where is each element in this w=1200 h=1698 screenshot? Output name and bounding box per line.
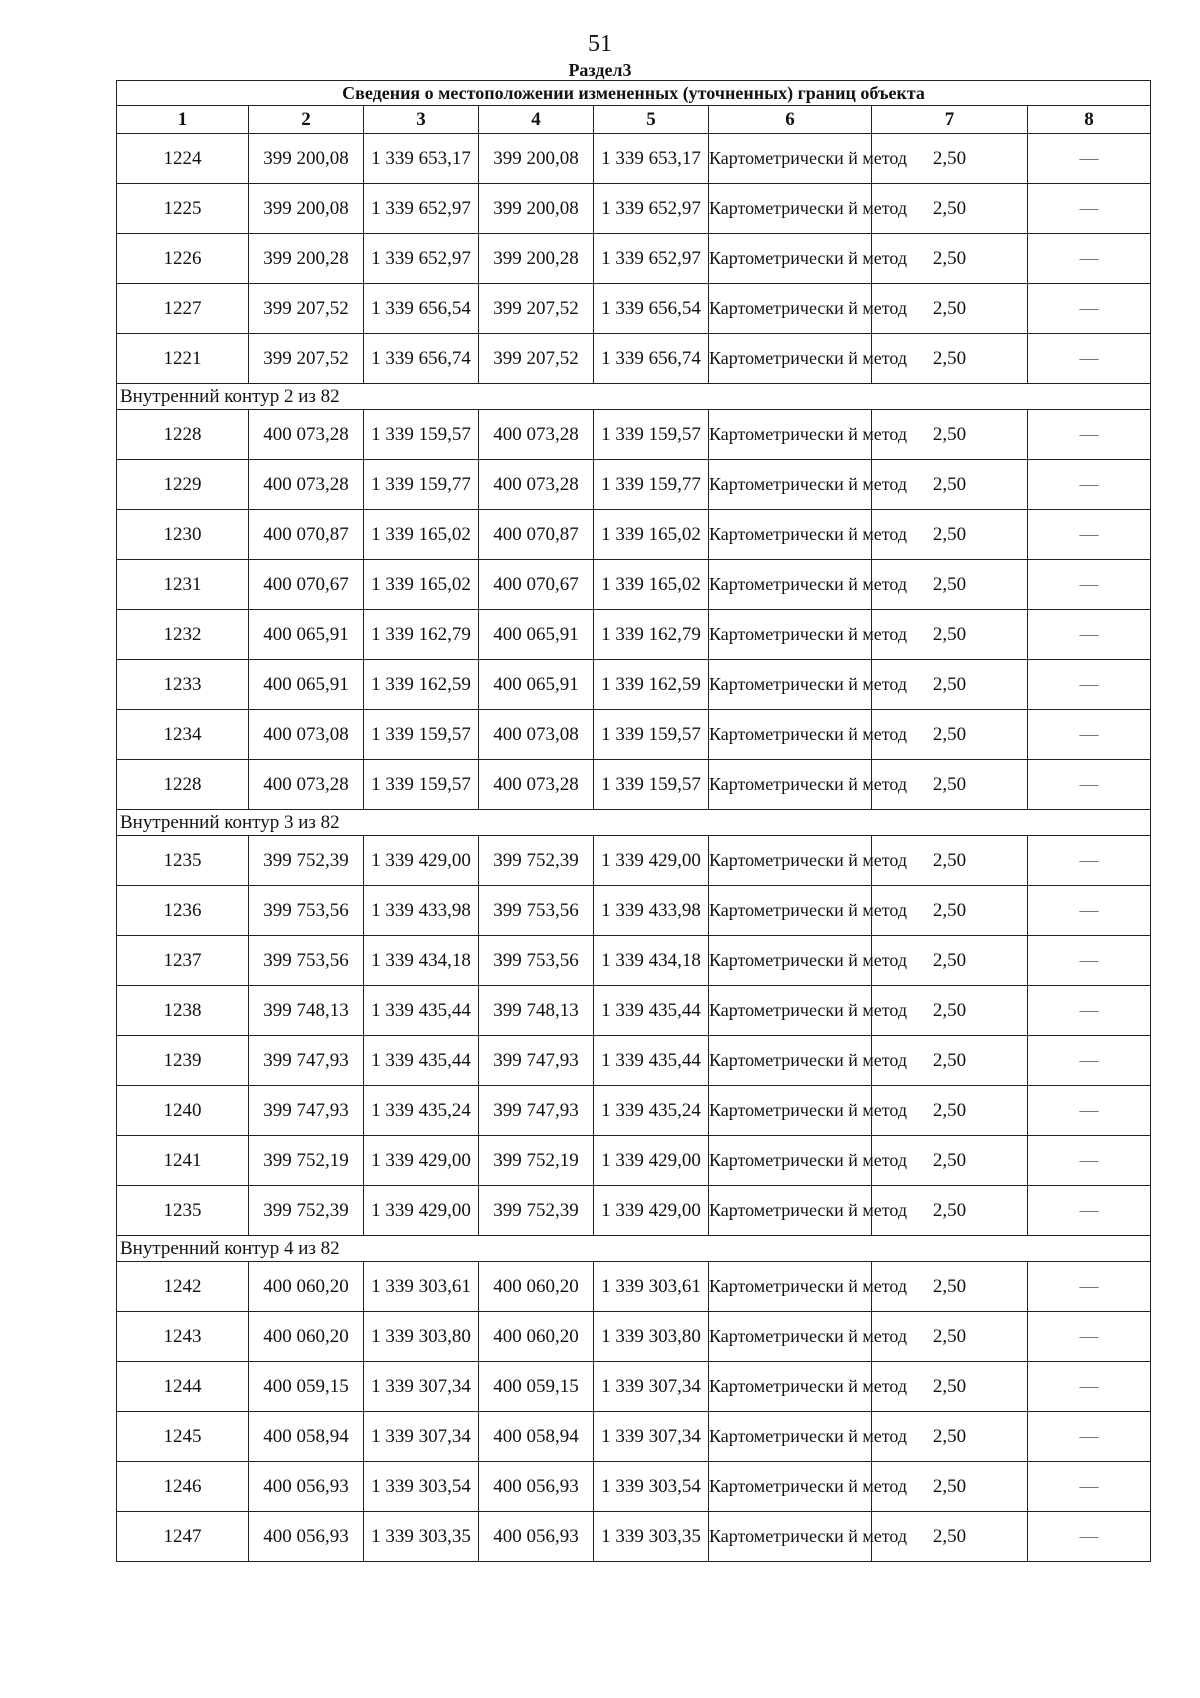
accuracy-cell: 2,50 [872, 936, 1028, 986]
point-number-cell: 1233 [117, 660, 249, 710]
x-existing-cell: 399 747,93 [249, 1086, 364, 1136]
x-new-cell: 400 073,08 [479, 710, 594, 760]
point-number-cell: 1244 [117, 1362, 249, 1412]
description-cell: — [1028, 234, 1151, 284]
y-new-cell: 1 339 652,97 [594, 234, 709, 284]
point-number-cell: 1238 [117, 986, 249, 1036]
x-existing-cell: 400 060,20 [249, 1262, 364, 1312]
x-existing-cell: 400 073,28 [249, 760, 364, 810]
accuracy-cell: 2,50 [872, 986, 1028, 1036]
y-existing-cell: 1 339 165,02 [364, 510, 479, 560]
point-number-cell: 1235 [117, 1186, 249, 1236]
description-cell: — [1028, 1362, 1151, 1412]
point-number-cell: 1242 [117, 1262, 249, 1312]
description-cell: — [1028, 1136, 1151, 1186]
y-existing-cell: 1 339 653,17 [364, 134, 479, 184]
x-existing-cell: 400 073,28 [249, 410, 364, 460]
accuracy-cell: 2,50 [872, 710, 1028, 760]
y-new-cell: 1 339 162,79 [594, 610, 709, 660]
x-existing-cell: 399 752,19 [249, 1136, 364, 1186]
x-new-cell: 400 070,87 [479, 510, 594, 560]
y-existing-cell: 1 339 429,00 [364, 836, 479, 886]
y-existing-cell: 1 339 435,44 [364, 1036, 479, 1086]
y-existing-cell: 1 339 303,80 [364, 1312, 479, 1362]
x-existing-cell: 399 752,39 [249, 836, 364, 886]
table-row [117, 1312, 1151, 1362]
table-row [117, 1036, 1151, 1086]
description-cell: — [1028, 460, 1151, 510]
y-new-cell: 1 339 303,61 [594, 1262, 709, 1312]
y-new-cell: 1 339 429,00 [594, 1136, 709, 1186]
point-number-cell: 1224 [117, 134, 249, 184]
table-row [117, 886, 1151, 936]
method-cell: Картометрически й метод [709, 660, 872, 710]
description-cell: — [1028, 1086, 1151, 1136]
x-existing-cell: 399 748,13 [249, 986, 364, 1036]
accuracy-cell: 2,50 [872, 1512, 1028, 1562]
y-existing-cell: 1 339 429,00 [364, 1136, 479, 1186]
point-number-cell: 1225 [117, 184, 249, 234]
table-row [117, 1086, 1151, 1136]
accuracy-cell: 2,50 [872, 1362, 1028, 1412]
y-new-cell: 1 339 165,02 [594, 560, 709, 610]
point-number-cell: 1243 [117, 1312, 249, 1362]
y-existing-cell: 1 339 434,18 [364, 936, 479, 986]
table-row [117, 1186, 1151, 1236]
y-existing-cell: 1 339 159,57 [364, 410, 479, 460]
x-new-cell: 399 747,93 [479, 1036, 594, 1086]
y-new-cell: 1 339 307,34 [594, 1362, 709, 1412]
description-cell: — [1028, 284, 1151, 334]
x-new-cell: 399 748,13 [479, 986, 594, 1036]
accuracy-cell: 2,50 [872, 334, 1028, 384]
table-row [117, 334, 1151, 384]
y-new-cell: 1 339 435,44 [594, 1036, 709, 1086]
point-number-cell: 1236 [117, 886, 249, 936]
y-new-cell: 1 339 653,17 [594, 134, 709, 184]
y-existing-cell: 1 339 656,54 [364, 284, 479, 334]
y-new-cell: 1 339 433,98 [594, 886, 709, 936]
y-existing-cell: 1 339 652,97 [364, 184, 479, 234]
table-row [117, 1136, 1151, 1186]
description-cell: — [1028, 1412, 1151, 1462]
description-cell: — [1028, 510, 1151, 560]
x-new-cell: 400 073,28 [479, 760, 594, 810]
y-new-cell: 1 339 159,57 [594, 410, 709, 460]
y-new-cell: 1 339 159,57 [594, 710, 709, 760]
method-cell: Картометрически й метод [709, 1086, 872, 1136]
y-new-cell: 1 339 159,57 [594, 760, 709, 810]
table-row [117, 760, 1151, 810]
table-row [117, 710, 1151, 760]
y-existing-cell: 1 339 162,59 [364, 660, 479, 710]
section-label: Раздел3 [568, 60, 632, 80]
page-number: 51 [588, 31, 612, 57]
x-new-cell: 400 059,15 [479, 1362, 594, 1412]
y-new-cell: 1 339 435,24 [594, 1086, 709, 1136]
description-cell: — [1028, 1462, 1151, 1512]
x-existing-cell: 400 073,08 [249, 710, 364, 760]
x-new-cell: 399 753,56 [479, 936, 594, 986]
table-row [117, 1512, 1151, 1562]
method-cell: Картометрически й метод [709, 234, 872, 284]
x-new-cell: 399 207,52 [479, 334, 594, 384]
y-new-cell: 1 339 303,54 [594, 1462, 709, 1512]
y-existing-cell: 1 339 303,35 [364, 1512, 479, 1562]
x-new-cell: 399 200,08 [479, 134, 594, 184]
description-cell: — [1028, 134, 1151, 184]
accuracy-cell: 2,50 [872, 1412, 1028, 1462]
accuracy-cell: 2,50 [872, 836, 1028, 886]
contour-header-row [117, 384, 1151, 410]
method-cell: Картометрически й метод [709, 1136, 872, 1186]
x-existing-cell: 400 056,93 [249, 1512, 364, 1562]
y-new-cell: 1 339 162,59 [594, 660, 709, 710]
y-existing-cell: 1 339 159,57 [364, 710, 479, 760]
method-cell: Картометрически й метод [709, 560, 872, 610]
accuracy-cell: 2,50 [872, 660, 1028, 710]
description-cell: — [1028, 1186, 1151, 1236]
x-new-cell: 399 200,28 [479, 234, 594, 284]
x-new-cell: 400 073,28 [479, 460, 594, 510]
accuracy-cell: 2,50 [872, 1086, 1028, 1136]
y-new-cell: 1 339 307,34 [594, 1412, 709, 1462]
table-row [117, 610, 1151, 660]
accuracy-cell: 2,50 [872, 284, 1028, 334]
description-cell: — [1028, 1036, 1151, 1086]
table-row [117, 1262, 1151, 1312]
column-number: 4 [479, 106, 594, 134]
x-new-cell: 399 200,08 [479, 184, 594, 234]
method-cell: Картометрически й метод [709, 836, 872, 886]
description-cell: — [1028, 184, 1151, 234]
accuracy-cell: 2,50 [872, 1186, 1028, 1236]
y-existing-cell: 1 339 307,34 [364, 1412, 479, 1462]
y-new-cell: 1 339 165,02 [594, 510, 709, 560]
y-existing-cell: 1 339 435,24 [364, 1086, 479, 1136]
description-cell: — [1028, 886, 1151, 936]
point-number-cell: 1228 [117, 410, 249, 460]
y-new-cell: 1 339 656,74 [594, 334, 709, 384]
accuracy-cell: 2,50 [872, 410, 1028, 460]
point-number-cell: 1231 [117, 560, 249, 610]
method-cell: Картометрически й метод [709, 1036, 872, 1086]
description-cell: — [1028, 760, 1151, 810]
x-existing-cell: 400 059,15 [249, 1362, 364, 1412]
method-cell: Картометрически й метод [709, 760, 872, 810]
y-new-cell: 1 339 652,97 [594, 184, 709, 234]
column-number: 8 [1028, 106, 1151, 134]
boundary-coordinates-table [116, 80, 1151, 1562]
table-body [117, 134, 1151, 1562]
table-row [117, 284, 1151, 334]
method-cell: Картометрически й метод [709, 510, 872, 560]
description-cell: — [1028, 710, 1151, 760]
method-cell: Картометрически й метод [709, 184, 872, 234]
method-cell: Картометрически й метод [709, 284, 872, 334]
point-number-cell: 1235 [117, 836, 249, 886]
point-number-cell: 1246 [117, 1462, 249, 1512]
x-existing-cell: 399 200,28 [249, 234, 364, 284]
method-cell: Картометрически й метод [709, 1512, 872, 1562]
point-number-cell: 1226 [117, 234, 249, 284]
table-row [117, 836, 1151, 886]
y-existing-cell: 1 339 303,54 [364, 1462, 479, 1512]
y-new-cell: 1 339 429,00 [594, 1186, 709, 1236]
contour-label: Внутренний контур 2 из 82 [117, 384, 1151, 410]
y-existing-cell: 1 339 159,77 [364, 460, 479, 510]
column-number: 5 [594, 106, 709, 134]
method-cell: Картометрически й метод [709, 334, 872, 384]
point-number-cell: 1237 [117, 936, 249, 986]
description-cell: — [1028, 410, 1151, 460]
x-existing-cell: 400 060,20 [249, 1312, 364, 1362]
table-row [117, 510, 1151, 560]
accuracy-cell: 2,50 [872, 886, 1028, 936]
accuracy-cell: 2,50 [872, 760, 1028, 810]
contour-label: Внутренний контур 3 из 82 [117, 810, 1151, 836]
x-new-cell: 400 056,93 [479, 1462, 594, 1512]
description-cell: — [1028, 610, 1151, 660]
method-cell: Картометрически й метод [709, 134, 872, 184]
point-number-cell: 1230 [117, 510, 249, 560]
y-new-cell: 1 339 303,80 [594, 1312, 709, 1362]
column-number-row [117, 106, 1151, 134]
x-existing-cell: 400 056,93 [249, 1462, 364, 1512]
contour-header-row [117, 1236, 1151, 1262]
accuracy-cell: 2,50 [872, 460, 1028, 510]
accuracy-cell: 2,50 [872, 134, 1028, 184]
x-existing-cell: 400 070,67 [249, 560, 364, 610]
y-new-cell: 1 339 434,18 [594, 936, 709, 986]
x-existing-cell: 400 070,87 [249, 510, 364, 560]
x-new-cell: 400 070,67 [479, 560, 594, 610]
column-number: 1 [117, 106, 249, 134]
table-row [117, 410, 1151, 460]
accuracy-cell: 2,50 [872, 1262, 1028, 1312]
description-cell: — [1028, 836, 1151, 886]
table-row [117, 560, 1151, 610]
method-cell: Картометрически й метод [709, 410, 872, 460]
y-existing-cell: 1 339 435,44 [364, 986, 479, 1036]
x-new-cell: 400 073,28 [479, 410, 594, 460]
x-new-cell: 400 065,91 [479, 660, 594, 710]
x-new-cell: 400 060,20 [479, 1262, 594, 1312]
y-existing-cell: 1 339 656,74 [364, 334, 479, 384]
accuracy-cell: 2,50 [872, 610, 1028, 660]
description-cell: — [1028, 660, 1151, 710]
table-row [117, 1362, 1151, 1412]
table-row [117, 986, 1151, 1036]
x-existing-cell: 399 753,56 [249, 886, 364, 936]
x-new-cell: 399 747,93 [479, 1086, 594, 1136]
accuracy-cell: 2,50 [872, 234, 1028, 284]
table-title: Сведения о местоположении измененных (уточненных) границ объекта [117, 81, 1151, 106]
point-number-cell: 1221 [117, 334, 249, 384]
method-cell: Картометрически й метод [709, 986, 872, 1036]
y-existing-cell: 1 339 307,34 [364, 1362, 479, 1412]
x-new-cell: 399 207,52 [479, 284, 594, 334]
y-new-cell: 1 339 429,00 [594, 836, 709, 886]
point-number-cell: 1234 [117, 710, 249, 760]
table-row [117, 234, 1151, 284]
x-existing-cell: 399 207,52 [249, 284, 364, 334]
column-number: 2 [249, 106, 364, 134]
table-row [117, 936, 1151, 986]
table-row [117, 660, 1151, 710]
y-new-cell: 1 339 159,77 [594, 460, 709, 510]
x-new-cell: 400 065,91 [479, 610, 594, 660]
x-existing-cell: 400 058,94 [249, 1412, 364, 1462]
description-cell: — [1028, 1512, 1151, 1562]
x-existing-cell: 399 200,08 [249, 134, 364, 184]
description-cell: — [1028, 560, 1151, 610]
point-number-cell: 1232 [117, 610, 249, 660]
accuracy-cell: 2,50 [872, 1136, 1028, 1186]
x-new-cell: 399 752,39 [479, 1186, 594, 1236]
method-cell: Картометрически й метод [709, 1362, 872, 1412]
x-existing-cell: 399 753,56 [249, 936, 364, 986]
description-cell: — [1028, 936, 1151, 986]
point-number-cell: 1229 [117, 460, 249, 510]
description-cell: — [1028, 986, 1151, 1036]
method-cell: Картометрически й метод [709, 460, 872, 510]
accuracy-cell: 2,50 [872, 1462, 1028, 1512]
point-number-cell: 1245 [117, 1412, 249, 1462]
point-number-cell: 1247 [117, 1512, 249, 1562]
y-new-cell: 1 339 303,35 [594, 1512, 709, 1562]
method-cell: Картометрически й метод [709, 936, 872, 986]
x-new-cell: 400 060,20 [479, 1312, 594, 1362]
accuracy-cell: 2,50 [872, 560, 1028, 610]
point-number-cell: 1241 [117, 1136, 249, 1186]
y-existing-cell: 1 339 303,61 [364, 1262, 479, 1312]
method-cell: Картометрически й метод [709, 1186, 872, 1236]
method-cell: Картометрически й метод [709, 610, 872, 660]
column-number: 6 [709, 106, 872, 134]
x-existing-cell: 399 207,52 [249, 334, 364, 384]
y-existing-cell: 1 339 159,57 [364, 760, 479, 810]
y-existing-cell: 1 339 652,97 [364, 234, 479, 284]
y-existing-cell: 1 339 162,79 [364, 610, 479, 660]
table-row [117, 1412, 1151, 1462]
point-number-cell: 1227 [117, 284, 249, 334]
method-cell: Картометрически й метод [709, 1312, 872, 1362]
table-row [117, 184, 1151, 234]
contour-label: Внутренний контур 4 из 82 [117, 1236, 1151, 1262]
x-new-cell: 400 058,94 [479, 1412, 594, 1462]
y-new-cell: 1 339 435,44 [594, 986, 709, 1036]
x-existing-cell: 399 747,93 [249, 1036, 364, 1086]
description-cell: — [1028, 1312, 1151, 1362]
column-number: 3 [364, 106, 479, 134]
y-existing-cell: 1 339 429,00 [364, 1186, 479, 1236]
x-new-cell: 399 752,19 [479, 1136, 594, 1186]
x-existing-cell: 399 752,39 [249, 1186, 364, 1236]
accuracy-cell: 2,50 [872, 1036, 1028, 1086]
x-existing-cell: 400 065,91 [249, 610, 364, 660]
point-number-cell: 1239 [117, 1036, 249, 1086]
x-existing-cell: 400 065,91 [249, 660, 364, 710]
y-new-cell: 1 339 656,54 [594, 284, 709, 334]
method-cell: Картометрически й метод [709, 1412, 872, 1462]
method-cell: Картометрически й метод [709, 710, 872, 760]
method-cell: Картометрически й метод [709, 1462, 872, 1512]
table-row [117, 134, 1151, 184]
contour-header-row [117, 810, 1151, 836]
point-number-cell: 1228 [117, 760, 249, 810]
accuracy-cell: 2,50 [872, 510, 1028, 560]
x-new-cell: 399 753,56 [479, 886, 594, 936]
x-existing-cell: 400 073,28 [249, 460, 364, 510]
method-cell: Картометрически й метод [709, 886, 872, 936]
x-existing-cell: 399 200,08 [249, 184, 364, 234]
table-row [117, 1462, 1151, 1512]
y-existing-cell: 1 339 433,98 [364, 886, 479, 936]
point-number-cell: 1240 [117, 1086, 249, 1136]
x-new-cell: 400 056,93 [479, 1512, 594, 1562]
table-row [117, 460, 1151, 510]
column-number: 7 [872, 106, 1028, 134]
description-cell: — [1028, 334, 1151, 384]
description-cell: — [1028, 1262, 1151, 1312]
accuracy-cell: 2,50 [872, 184, 1028, 234]
x-new-cell: 399 752,39 [479, 836, 594, 886]
y-existing-cell: 1 339 165,02 [364, 560, 479, 610]
accuracy-cell: 2,50 [872, 1312, 1028, 1362]
method-cell: Картометрически й метод [709, 1262, 872, 1312]
